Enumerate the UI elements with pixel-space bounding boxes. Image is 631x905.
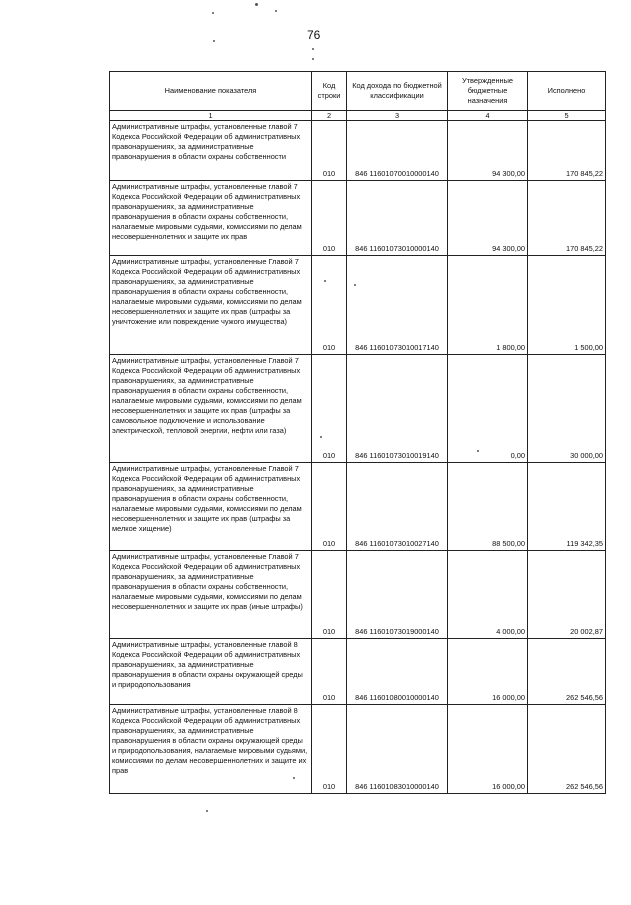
executed-amount: 119 342,35	[528, 463, 606, 551]
approved-amount: 94 300,00	[448, 181, 528, 256]
column-number: 3	[347, 111, 448, 121]
approved-amount: 0,00	[448, 355, 528, 463]
scan-speck	[255, 3, 258, 6]
scan-speck	[312, 58, 314, 60]
line-code: 010	[312, 639, 347, 705]
indicator-name: Административные штрафы, установленные Главой 7 Кодекса Российской Федерации об административных правонарушениях, за административные правонарушения в области охраны собственности, налагаемые мировыми судьями, комиссиями по делам несовершеннолетних и защите их прав (иные штрафы)	[110, 551, 312, 639]
income-code: 846 11601073010019140	[347, 355, 448, 463]
header-line-code: Код строки	[312, 72, 347, 111]
table-row	[110, 355, 606, 463]
column-number: 1	[110, 111, 312, 121]
table-row	[110, 463, 606, 551]
approved-amount: 88 500,00	[448, 463, 528, 551]
scan-speck	[275, 10, 277, 12]
indicator-name: Административные штрафы, установленные Главой 7 Кодекса Российской Федерации об административных правонарушениях, за административные правонарушения в области охраны собственности, налагаемые мировыми судьями, комиссиями по делам несовершеннолетних и защите их прав (штрафы за мелкое хищение)	[110, 463, 312, 551]
line-code: 010	[312, 121, 347, 181]
executed-amount: 20 002,87	[528, 551, 606, 639]
income-code: 846 11601080010000140	[347, 639, 448, 705]
header-approved: Утвержденные бюджетные назначения	[448, 72, 528, 111]
approved-amount: 16 000,00	[448, 705, 528, 794]
table-row	[110, 121, 606, 181]
income-code: 846 11601070010000140	[347, 121, 448, 181]
executed-amount: 262 546,56	[528, 705, 606, 794]
line-code: 010	[312, 355, 347, 463]
line-code: 010	[312, 705, 347, 794]
approved-amount: 1 800,00	[448, 256, 528, 355]
column-numbers-row	[110, 111, 606, 121]
scan-speck	[206, 810, 208, 812]
income-code: 846 11601073010000140	[347, 181, 448, 256]
table-row	[110, 551, 606, 639]
approved-amount: 16 000,00	[448, 639, 528, 705]
column-number: 4	[448, 111, 528, 121]
table-row	[110, 705, 606, 794]
executed-amount: 30 000,00	[528, 355, 606, 463]
budget-report-table	[109, 71, 606, 794]
line-code: 010	[312, 463, 347, 551]
line-code: 010	[312, 256, 347, 355]
column-number: 2	[312, 111, 347, 121]
executed-amount: 170 845,22	[528, 181, 606, 256]
executed-amount: 262 546,56	[528, 639, 606, 705]
header-executed: Исполнено	[528, 72, 606, 111]
scan-speck	[212, 12, 214, 14]
income-code: 846 11601083010000140	[347, 705, 448, 794]
approved-amount: 94 300,00	[448, 121, 528, 181]
income-code: 846 11601073019000140	[347, 551, 448, 639]
table-row	[110, 181, 606, 256]
indicator-name: Административные штрафы, установленные Главой 7 Кодекса Российской Федерации об административных правонарушениях, за административные правонарушения в области охраны собственности, налагаемые мировыми судьями, комиссиями по делам несовершеннолетних и защите их прав (штрафы за самовольное подключение и использование электрической, тепловой энергии, нефти или газа)	[110, 355, 312, 463]
approved-amount: 4 000,00	[448, 551, 528, 639]
indicator-name: Административные штрафы, установленные главой 8 Кодекса Российской Федерации об административных правонарушениях, за административные правонарушения в области охраны окружающей среды и природопользования, налагаемые мировыми судьями, комиссиями по делам несовершеннолетних и защите их прав	[110, 705, 312, 794]
indicator-name: Административные штрафы, установленные Главой 7 Кодекса Российской Федерации об административных правонарушениях, за административные правонарушения в области охраны собственности, налагаемые мировыми судьями, комиссиями по делам несовершеннолетних и защите их прав (штрафы за уничтожение или повреждение чужого имущества)	[110, 256, 312, 355]
table-header-row	[110, 72, 606, 111]
page-number: 76	[307, 28, 321, 42]
income-code: 846 11601073010027140	[347, 463, 448, 551]
income-code: 846 11601073010017140	[347, 256, 448, 355]
table-row	[110, 256, 606, 355]
scan-speck	[312, 48, 314, 50]
line-code: 010	[312, 181, 347, 256]
column-number: 5	[528, 111, 606, 121]
indicator-name: Административные штрафы, установленные главой 7 Кодекса Российской Федерации об административных правонарушениях, за административные правонарушения в области охраны собственности	[110, 121, 312, 181]
line-code: 010	[312, 551, 347, 639]
header-indicator-name: Наименование показателя	[110, 72, 312, 111]
scan-speck	[213, 40, 215, 42]
executed-amount: 1 500,00	[528, 256, 606, 355]
executed-amount: 170 845,22	[528, 121, 606, 181]
table-row	[110, 639, 606, 705]
indicator-name: Административные штрафы, установленные главой 7 Кодекса Российской Федерации об административных правонарушениях, за административные правонарушения в области охраны собственности, налагаемые мировыми судьями, комиссиями по делам несовершеннолетних и защите их прав	[110, 181, 312, 256]
header-income-code: Код дохода по бюджетной классификации	[347, 72, 448, 111]
indicator-name: Административные штрафы, установленные главой 8 Кодекса Российской Федерации об административных правонарушениях, за административные правонарушения в области охраны окружающей среды и природопользования	[110, 639, 312, 705]
